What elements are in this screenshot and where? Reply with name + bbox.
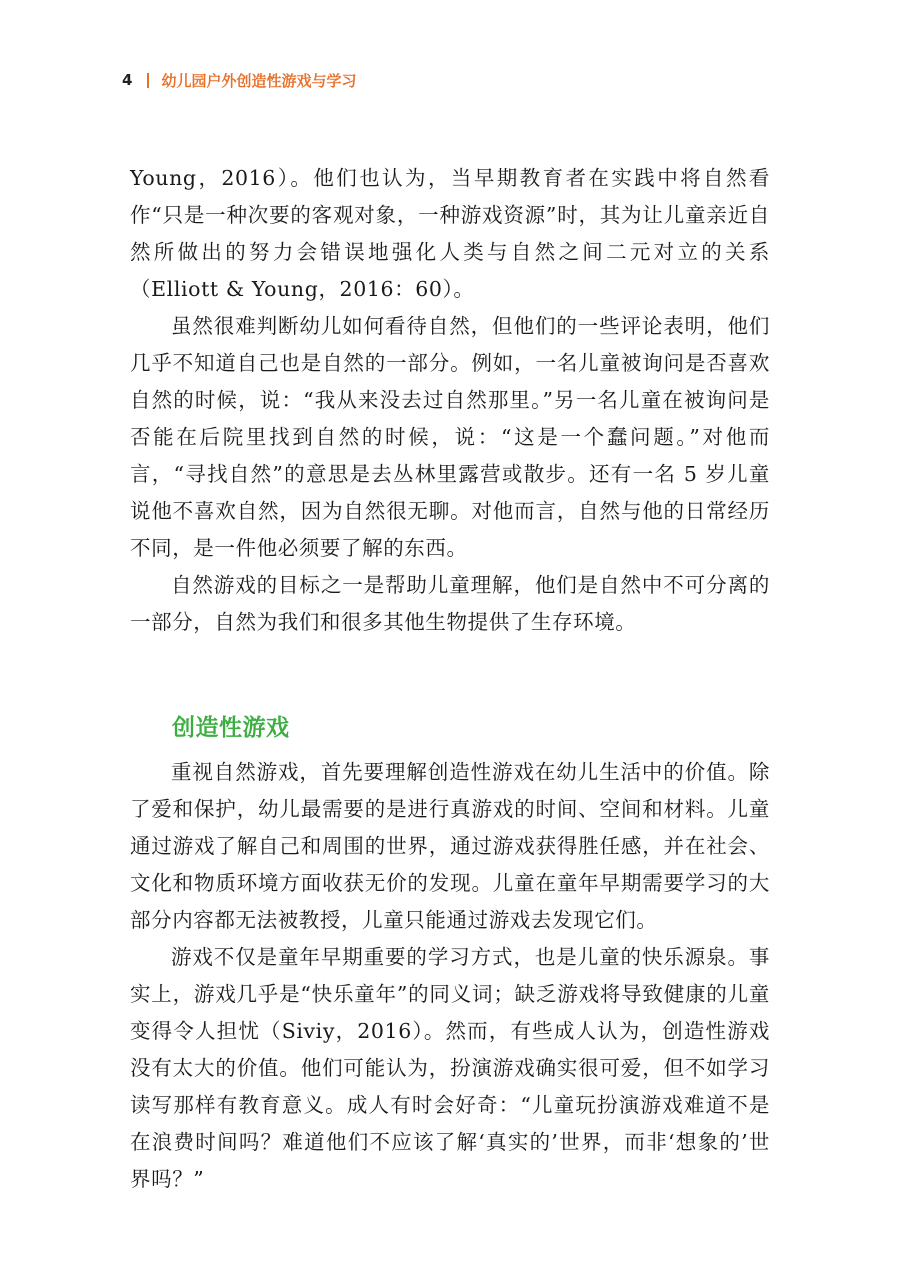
paragraph-children-view-of-nature: 虽然很难判断幼儿如何看待自然，但他们的一些评论表明，他们几乎不知道自己也是自然的一部分。例如，一名儿童被询问是否喜欢自然的时候，说：“我从来没去过自然那里。”另一名儿童在被询问是否能在后院里找到自然的时候，说：“这是一个蠢问题。”对他而言，“寻找自然”的意思是去丛林里露营或散步。还有一名 5 岁儿童说他不喜欢自然，因为自然很无聊。对他而言，自然与他的日常经历不同，是一件他必须要了解的东西。 (130, 314, 770, 560)
paragraph-value-of-creative-play: 重视自然游戏，首先要理解创造性游戏在幼儿生活中的价值。除了爱和保护，幼儿最需要的是进行真游戏的时间、空间和材料。儿童通过游戏了解自己和周围的世界，通过游戏获得胜任感，并在社会、文化和物质环境方面收获无价的发现。儿童在童年早期需要学习的大部分内容都无法被教授，儿童只能通过游戏去发现它们。 (130, 760, 770, 932)
page-body (130, 160, 770, 1198)
book-title: 幼儿园户外创造性游戏与学习 (161, 71, 357, 90)
running-header (122, 68, 356, 92)
page-number: 4 (122, 71, 133, 89)
paragraph-play-and-joy: 游戏不仅是童年早期重要的学习方式，也是儿童的快乐源泉。事实上，游戏几乎是“快乐童年”的同义词；缺乏游戏将导致健康的儿童变得令人担忧（Siviy，2016）。然而，有些成人认为，创造性游戏没有太大的价值。他们可能认为，扮演游戏确实很可爱，但不如学习读写那样有教育意义。成人有时会好奇：“儿童玩扮演游戏难道不是在浪费时间吗？难道他们不应该了解‘真实的’世界，而非‘想象的’世界吗？” (130, 945, 770, 1191)
paragraph-nature-play-goal: 自然游戏的目标之一是帮助儿童理解，他们是自然中不可分离的一部分，自然为我们和很多其他生物提供了生存环境。 (130, 573, 770, 634)
paragraph-continuation: Young，2016）。他们也认为，当早期教育者在实践中将自然看作“只是一种次要的客观对象，一种游戏资源”时，其为让儿童亲近自然所做出的努力会错误地强化人类与自然之间二元对立的关系（Elliott & Young，2016：60）。 (130, 166, 770, 301)
header-divider (147, 73, 149, 88)
section-heading: 创造性游戏 (172, 715, 290, 741)
